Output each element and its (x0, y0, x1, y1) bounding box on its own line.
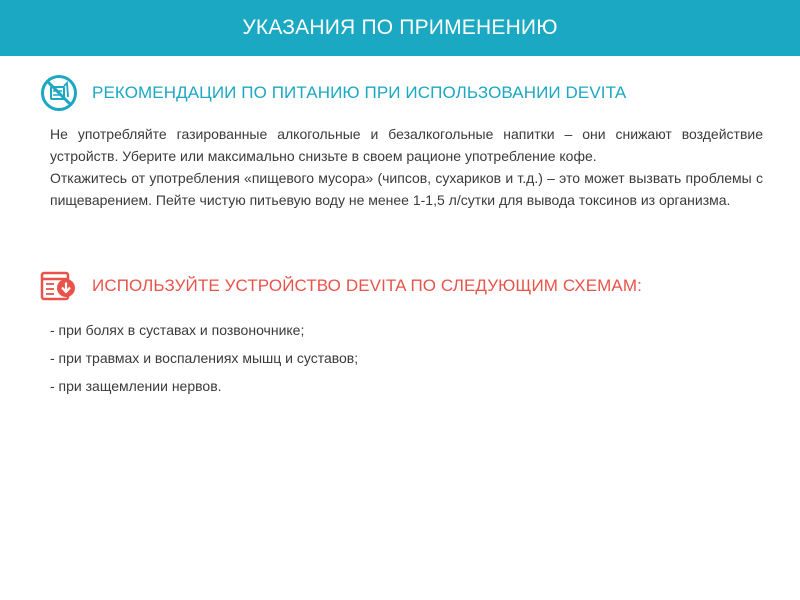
nutrition-section (40, 73, 765, 211)
page-title: УКАЗАНИЯ ПО ПРИМЕНЕНИЮ (242, 16, 558, 39)
nutrition-title: РЕКОМЕНДАЦИИ ПО ПИТАНИЮ ПРИ ИСПОЛЬЗОВАНИИ DEVITA (92, 83, 627, 102)
schemes-list (50, 320, 765, 404)
nutrition-paragraph: Не употребляйте газированные алкогольные и безалкогольные напитки – они снижают воздействие устройств. Уберите или максимально снизьте в своем рационе употребление кофе. (50, 126, 763, 164)
nutrition-paragraph: Откажитесь от употребления «пищевого мусора» (чипсов, сухариков и т.д.) – это может вызвать проблемы с пищеварением. Пейте чистую питьевую воду не менее 1-1,5 л/сутки для вывода токсинов из организма. (50, 170, 763, 208)
list-item: - при травмах и воспалениях мышц и суставов; (50, 350, 359, 366)
list-item: - при болях в суставах и позвоночнике; (50, 322, 305, 338)
schemes-section (40, 266, 765, 404)
header-bar (0, 0, 800, 56)
nutrition-text (40, 123, 765, 211)
schedule-download-icon (40, 267, 78, 305)
no-fast-food-icon (40, 74, 78, 112)
nutrition-heading (40, 73, 765, 113)
schemes-heading (40, 266, 765, 306)
schemes-title: ИСПОЛЬЗУЙТЕ УСТРОЙСТВО DEVITA ПО СЛЕДУЮЩИМ СХЕМАМ: (92, 276, 642, 295)
list-item: - при защемлении нервов. (50, 378, 222, 394)
